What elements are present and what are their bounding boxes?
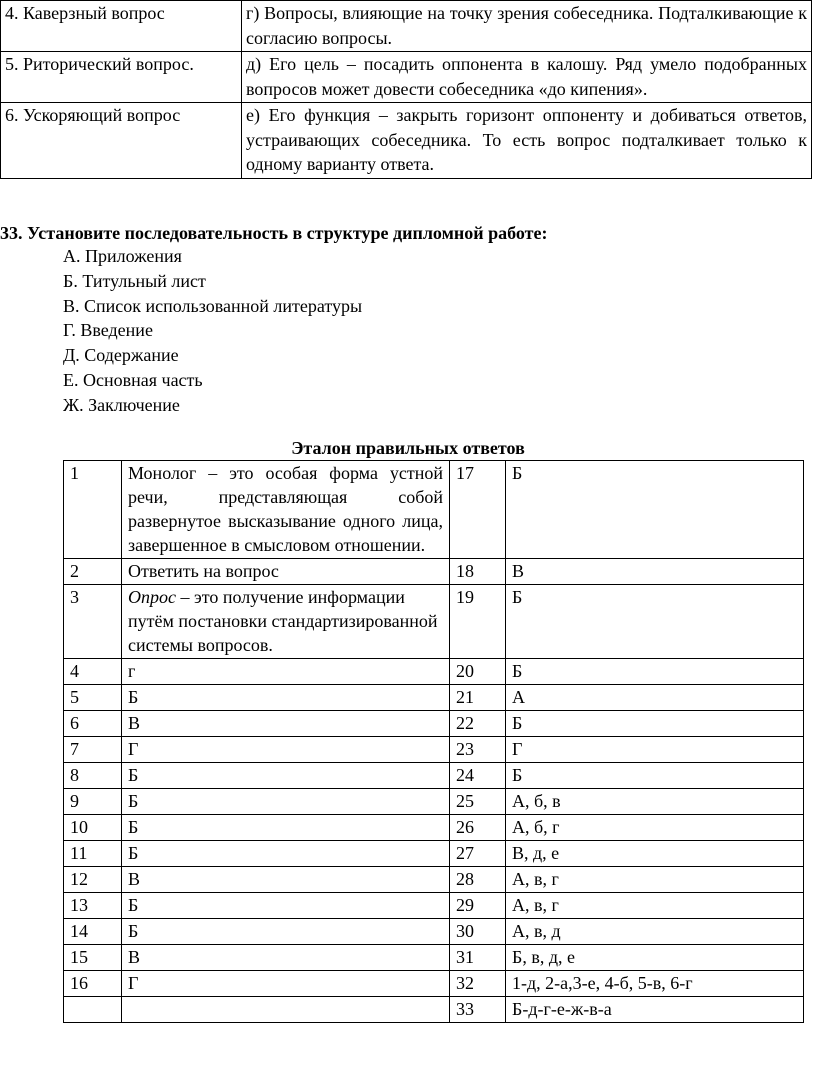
answer-key-title: Эталон правильных ответов	[291, 438, 525, 458]
answer-cell: Г	[122, 737, 450, 763]
table-row	[64, 659, 804, 685]
question-number-cell: 11	[64, 841, 122, 867]
question-number-cell: 7	[64, 737, 122, 763]
list-item: Ж. Заключение	[63, 394, 180, 415]
answer-cell	[122, 585, 450, 659]
question-number-cell	[64, 997, 122, 1023]
question-number-cell: 5	[64, 685, 122, 711]
answer-cell: В	[506, 559, 804, 585]
answer-cell: Б	[506, 711, 804, 737]
list-item: А. Приложения	[63, 246, 182, 266]
answer-cell: Монолог – это особая форма устной речи, представляющая собой развернутое высказывание одного лица, завершенное в смысловом отношении.	[122, 461, 450, 559]
answer-cell: А, в, г	[506, 867, 804, 893]
question-number-cell: 12	[64, 867, 122, 893]
question-description-cell: г) Вопросы, влияющие на точку зрения собеседника. Подталкивающие к согласию вопросы.	[242, 1, 812, 52]
question-description-cell: д) Его цель – посадить оппонента в калошу. Ряд умело подобранных вопросов может довести собеседника «до кипения».	[242, 52, 812, 103]
question-number-cell: 29	[450, 893, 506, 919]
question-number-cell: 27	[450, 841, 506, 867]
question-number-cell: 28	[450, 867, 506, 893]
table-row	[64, 711, 804, 737]
table-row	[64, 945, 804, 971]
answer-cell: Б-д-г-е-ж-в-а	[506, 997, 804, 1023]
question-number-cell: 16	[64, 971, 122, 997]
question-type-cell: 4. Каверзный вопрос	[1, 1, 242, 52]
question-number-cell: 17	[450, 461, 506, 559]
answer-cell: В	[122, 867, 450, 893]
table-row	[64, 789, 804, 815]
answer-cell: А	[506, 685, 804, 711]
answer-cell: Б	[506, 763, 804, 789]
question-description-cell: е) Его функция – закрыть горизонт оппоненту и добиваться ответов, устраивающих собеседника. То есть вопрос подталкивает только к одному варианту ответа.	[242, 103, 812, 179]
question-number-cell: 24	[450, 763, 506, 789]
question-number-cell: 22	[450, 711, 506, 737]
answer-cell: Б	[122, 893, 450, 919]
answer-cell: А, в, д	[506, 919, 804, 945]
question-number-cell: 6	[64, 711, 122, 737]
table-row	[64, 461, 804, 559]
answer-cell: Г	[122, 971, 450, 997]
table-row	[1, 1, 812, 52]
question-number-cell: 13	[64, 893, 122, 919]
term-italic: Опрос	[128, 587, 176, 607]
question-number-cell: 18	[450, 559, 506, 585]
table-row	[64, 763, 804, 789]
answer-cell	[122, 997, 450, 1023]
answer-cell: Б	[122, 841, 450, 867]
table-row	[64, 815, 804, 841]
question-number-cell: 14	[64, 919, 122, 945]
answer-cell: А, б, г	[506, 815, 804, 841]
question-number-cell: 26	[450, 815, 506, 841]
answer-cell: Б	[122, 789, 450, 815]
list-item: Г. Введение	[63, 320, 153, 341]
question-number-cell: 20	[450, 659, 506, 685]
question-33-options	[63, 244, 362, 418]
answer-cell: г	[122, 659, 450, 685]
answer-cell: 1-д, 2-а,3-е, 4-б, 5-в, 6-г	[506, 971, 804, 997]
table-row	[64, 841, 804, 867]
answer-cell: Б	[122, 763, 450, 789]
answer-cell: Б	[506, 585, 804, 659]
question-number-cell: 2	[64, 559, 122, 585]
table-row	[64, 919, 804, 945]
question-number-cell: 31	[450, 945, 506, 971]
question-type-cell: 5. Риторический вопрос.	[1, 52, 242, 103]
question-type-cell: 6. Ускоряющий вопрос	[1, 103, 242, 179]
question-types-table	[0, 0, 812, 179]
answer-cell: Б	[122, 685, 450, 711]
question-number-cell: 3	[64, 585, 122, 659]
question-number-cell: 25	[450, 789, 506, 815]
answer-cell: Г	[506, 737, 804, 763]
table-row	[64, 971, 804, 997]
question-number-cell: 19	[450, 585, 506, 659]
table-row	[64, 685, 804, 711]
list-item: Е. Основная часть	[63, 369, 203, 390]
table-row	[64, 585, 804, 659]
answer-cell: В	[122, 945, 450, 971]
answer-cell: Б	[506, 461, 804, 559]
question-number-cell: 9	[64, 789, 122, 815]
answer-cell: Б, в, д, е	[506, 945, 804, 971]
table-row	[64, 997, 804, 1023]
answer-cell: А, в, г	[506, 893, 804, 919]
answer-cell: Б	[506, 659, 804, 685]
question-number-cell: 15	[64, 945, 122, 971]
question-number-cell: 21	[450, 685, 506, 711]
answer-cell: Б	[122, 815, 450, 841]
question-33-title: 33. Установите последовательность в структуре дипломной работе:	[0, 223, 548, 243]
table-row	[64, 737, 804, 763]
list-item: Д. Содержание	[63, 345, 179, 366]
question-number-cell: 8	[64, 763, 122, 789]
table-row	[64, 559, 804, 585]
list-item: Б. Титульный лист	[63, 270, 206, 291]
table-row	[64, 867, 804, 893]
answer-cell: А, б, в	[506, 789, 804, 815]
answer-cell: В, д, е	[506, 841, 804, 867]
table-row	[64, 893, 804, 919]
question-number-cell: 23	[450, 737, 506, 763]
definition-text: – это получение информации путём постановки стандартизированной системы вопросов.	[128, 587, 438, 655]
answer-cell: В	[122, 711, 450, 737]
question-number-cell: 1	[64, 461, 122, 559]
question-number-cell: 30	[450, 919, 506, 945]
list-item: В. Список использованной литературы	[63, 295, 363, 316]
answer-cell: Б	[122, 919, 450, 945]
question-number-cell: 33	[450, 997, 506, 1023]
question-number-cell: 4	[64, 659, 122, 685]
question-number-cell: 10	[64, 815, 122, 841]
table-row	[1, 52, 812, 103]
question-number-cell: 32	[450, 971, 506, 997]
answer-key-table	[63, 460, 804, 1023]
answer-cell: Ответить на вопрос	[122, 559, 450, 585]
table-row	[1, 103, 812, 179]
